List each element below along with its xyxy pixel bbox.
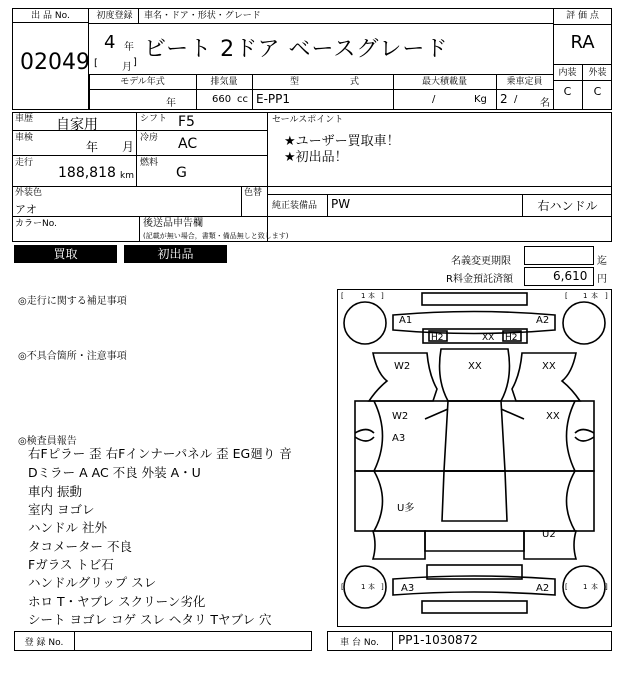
handle: 右ハンドル (537, 199, 598, 213)
equipment: PW (331, 197, 351, 211)
name-change-label: 名義変更期限 (451, 256, 511, 267)
model-year-label: モデル年式 (120, 77, 165, 87)
name-change-box (524, 246, 594, 265)
defects-label: ◎不具合箇所・注意事項 (18, 351, 127, 362)
recycle-unit: 円 (597, 274, 607, 285)
sales-point-1: ★ユーザー買取車！ (284, 134, 400, 149)
capacity-slash: / (514, 94, 518, 105)
mark-front-bumper-left: A1 (399, 315, 413, 326)
first-reg-bracket: [ (94, 58, 98, 69)
inspection-label: 車検 (15, 133, 34, 143)
tire-rl-count: 1 (361, 583, 366, 591)
mark-right-door: XX (546, 411, 560, 422)
inspector-line-5: ハンドル 社外 (28, 520, 107, 535)
max-load-unit: Kg (474, 94, 487, 105)
tire-fr-count: 1 (583, 292, 588, 300)
sales-point-2: ★初出品！ (284, 150, 348, 165)
mark-right-front-fender: XX (542, 361, 556, 372)
inspector-label: ◎検査員報告 (18, 436, 77, 447)
color-change-label: 色替 (244, 188, 263, 198)
equipment-label: 純正装備品 (272, 201, 318, 211)
recycle-label: R料金預託済額 (446, 274, 513, 285)
max-load-slash: / (432, 94, 436, 105)
score-label: 評 価 点 (566, 11, 599, 21)
fuel: G (176, 165, 187, 181)
recycle-value: 6,610 (553, 269, 588, 283)
fuel-label: 燃料 (140, 158, 159, 168)
tire-rr-unit: 本 (591, 583, 598, 591)
badge-first-listing: 初出品 (124, 245, 227, 263)
model-year-unit: 年 (166, 98, 176, 109)
svg-text:]: ] (605, 292, 608, 300)
mark-light-left: H2 (431, 333, 444, 343)
model-code: E-PP1 (256, 92, 291, 106)
first-reg-label: 初度登録 (96, 11, 133, 21)
mark-light-center: XX (482, 333, 495, 343)
inspector-line-8: ハンドルグリップ スレ (28, 575, 157, 590)
history-label: 車歴 (15, 114, 34, 124)
svg-text:]: ] (381, 292, 384, 300)
interior-label: 内装 (558, 68, 577, 78)
rear-goods-note: (記載が無い場合，書類・備品無しと致します) (143, 232, 289, 240)
chassis-label: 車 台 No. (340, 638, 379, 648)
svg-text:]: ] (605, 583, 608, 591)
color-label: 外装色 (15, 188, 43, 198)
max-load-label: 最大積載量 (421, 77, 467, 87)
lot-no-label: 出 品 No. (31, 11, 70, 21)
color-no-label: カラーNo. (15, 219, 57, 229)
inspector-line-1: 右Fピラー 歪 右Fインナーパネル 歪 EG廻り 音 (28, 446, 292, 461)
reg-no-label: 登 録 No. (24, 638, 64, 648)
shift-label: シフト (140, 114, 168, 124)
first-reg-month-unit: 月 (122, 62, 132, 73)
capacity-unit: 名 (540, 98, 550, 109)
score-value: RA (570, 32, 595, 53)
inspector-line-3: 車内 振動 (28, 484, 82, 499)
tire-fl-count: 1 (361, 292, 366, 300)
sales-point-label: セールスポイント (272, 115, 344, 125)
capacity: 2 (500, 92, 508, 106)
tire-fl-label: [ (341, 292, 344, 300)
mileage-unit: km (120, 171, 134, 181)
mileage-label: 走行 (15, 158, 34, 168)
mark-left-door-2: A3 (392, 433, 406, 444)
history: 自家用 (56, 117, 98, 133)
mark-rear-bumper-left: A3 (401, 583, 415, 594)
mileage: 188,818 (58, 165, 116, 181)
svg-text:]: ] (381, 583, 384, 591)
inspector-line-6: タコメーター 不良 (28, 539, 132, 554)
car-diagram (337, 289, 612, 627)
inspection-month-unit: 月 (122, 140, 135, 154)
tire-fl-unit: 本 (368, 292, 375, 300)
svg-text:[: [ (565, 292, 568, 300)
type-label: 型 (290, 77, 300, 87)
mark-right-rear: U2 (542, 529, 556, 540)
inspector-line-10: シート ヨゴレ コゲ スレ ヘタリ Tヤブレ 穴 (28, 612, 272, 627)
first-reg-year-unit: 年 (124, 42, 134, 53)
mark-hood: XX (468, 361, 482, 372)
exterior-label: 外装 (588, 68, 607, 78)
name-change-unit: 迄 (597, 256, 607, 267)
first-reg-month-bracket-close: ] (133, 57, 137, 68)
car-name: ビート 2ドア ベースグレード (144, 37, 449, 62)
badge-kaitori: 買取 (14, 245, 117, 263)
mark-light-right: H2 (505, 333, 518, 343)
tire-fr-unit: 本 (591, 292, 598, 300)
capacity-label: 乗車定員 (506, 77, 543, 87)
car-name-label: 車名・ドア・形状・グレード (144, 11, 261, 21)
chassis-no: PP1-1030872 (398, 633, 478, 647)
color: アオ (15, 203, 37, 216)
mark-rear-bumper-right: A2 (536, 583, 550, 594)
type-label-2: 式 (350, 77, 360, 87)
inspector-line-9: ホロ T・ヤブレ スクリーン劣化 (28, 594, 206, 609)
mark-left-door-1: W2 (392, 411, 409, 422)
svg-text:[: [ (341, 583, 344, 591)
tire-rr-count: 1 (583, 583, 588, 591)
first-reg-year: 4 (104, 32, 116, 53)
inspector-line-4: 室内 ヨゴレ (28, 502, 95, 517)
lot-no: 02049 (20, 50, 90, 75)
shift: F5 (178, 114, 195, 130)
mark-left-rear: U多 (397, 503, 415, 514)
ac-label: 冷房 (140, 133, 159, 143)
ac: AC (178, 136, 198, 152)
mark-left-front-fender: W2 (394, 361, 411, 372)
svg-text:[: [ (565, 583, 568, 591)
interior-score: C (563, 85, 572, 98)
exterior-score: C (593, 85, 602, 98)
inspection-year-unit: 年 (86, 140, 99, 154)
rear-goods-label: 後送品申告欄 (143, 218, 203, 229)
displacement-unit: cc (237, 94, 248, 105)
tire-rl-unit: 本 (368, 583, 375, 591)
supplement-label: ◎走行に関する補足事項 (18, 296, 127, 307)
mark-front-bumper-right: A2 (536, 315, 550, 326)
displacement: 660 (212, 94, 232, 105)
inspector-line-2: Dミラー A AC 不良 外装 A・U (28, 465, 201, 480)
displacement-label: 排気量 (210, 77, 238, 87)
inspector-line-7: Fガラス トビ石 (28, 557, 114, 572)
